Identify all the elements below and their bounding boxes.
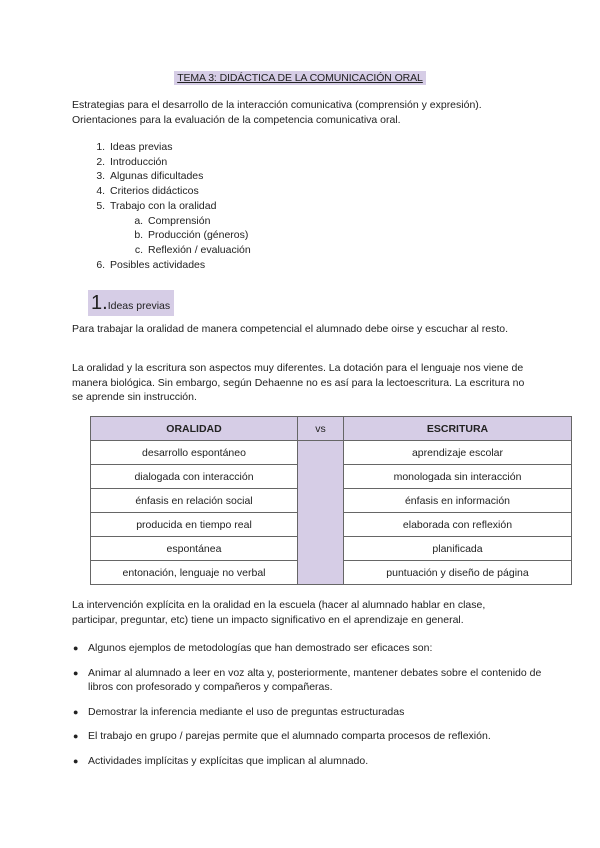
outline-subitem: b. Producción (géneros) <box>146 228 251 243</box>
table-cell-oralidad: espontánea <box>91 537 298 561</box>
table-cell-escritura: puntuación y diseño de página <box>344 561 572 585</box>
bullet-icon: ● <box>73 667 79 678</box>
outline-item: 4. Criterios didácticos <box>108 184 251 199</box>
methodology-list <box>72 641 556 778</box>
table-cell-escritura: elaborada con reflexión <box>344 513 572 537</box>
header-escritura: ESCRITURA <box>344 417 572 441</box>
list-item <box>73 729 556 744</box>
outline-item: 1. Ideas previas <box>108 140 251 155</box>
table-cell-oralidad: entonación, lenguaje no verbal <box>91 561 298 585</box>
vs-column <box>298 441 344 585</box>
table-cell-escritura: énfasis en información <box>344 489 572 513</box>
table-header-row <box>91 417 572 441</box>
list-item-text: Demostrar la inferencia mediante el uso de preguntas estructuradas <box>88 705 405 718</box>
header-oralidad: ORALIDAD <box>91 417 298 441</box>
outline-item: 2. Introducción <box>108 155 251 170</box>
bullet-icon: ● <box>73 755 79 766</box>
list-item <box>73 705 556 720</box>
table-cell-oralidad: producida en tiempo real <box>91 513 298 537</box>
paragraph-1: Para trabajar la oralidad de manera competencial el alumnado debe oirse y escuchar al resto. <box>72 323 508 335</box>
intro-paragraph <box>72 98 532 127</box>
comparison-table <box>90 416 572 585</box>
outline-item: 3. Algunas dificultades <box>108 169 251 184</box>
section-heading <box>88 290 174 316</box>
section-number: 1. <box>91 292 108 314</box>
bullet-icon: ● <box>73 643 79 653</box>
list-item-text: Animar al alumnado a leer en voz alta y, posteriormente, mantener debates sobre el contenido de libros con profesorado y compañeros y compañeras. <box>88 666 542 693</box>
paragraph-3: La intervención explícita en la oralidad en la escuela (hacer al alumnado hablar en clase, participar, preguntar, etc) tiene un impacto significativo en el aprendizaje en general. <box>72 599 486 626</box>
intro-line-1: Estrategias para el desarrollo de la interacción comunicativa (comprensión y expresión). <box>72 99 482 111</box>
outline-list <box>72 140 251 272</box>
table-row <box>91 441 572 465</box>
outline-item <box>108 199 251 258</box>
header-vs: vs <box>298 417 344 441</box>
outline-item: 6. Posibles actividades <box>108 258 251 273</box>
section-label: Ideas previas <box>107 300 171 312</box>
list-item <box>73 666 556 695</box>
list-item-text: Actividades implícitas y explícitas que implican al alumnado. <box>88 754 369 767</box>
document-title: TEMA 3: DIDÁCTICA DE LA COMUNICACIÓN ORAL <box>174 71 426 85</box>
table-cell-oralidad: dialogada con interacción <box>91 465 298 489</box>
list-item-text: Algunos ejemplos de metodologías que han demostrado ser eficaces son: <box>88 642 433 654</box>
table-cell-escritura: monologada sin interacción <box>344 465 572 489</box>
table-cell-escritura: planificada <box>344 537 572 561</box>
intro-line-2: Orientaciones para la evaluación de la competencia comunicativa oral. <box>72 113 401 126</box>
list-item <box>73 754 556 769</box>
outline-subitem: a. Comprensión <box>146 214 251 229</box>
list-item <box>73 641 556 656</box>
list-item-text: El trabajo en grupo / parejas permite que el alumnado comparta procesos de reflexión. <box>88 730 491 742</box>
table-cell-escritura: aprendizaje escolar <box>344 441 572 465</box>
outline-sublist <box>110 214 251 258</box>
table-cell-oralidad: énfasis en relación social <box>91 489 298 513</box>
bullet-icon: ● <box>73 706 79 717</box>
title-wrapper <box>0 71 600 85</box>
outline-item-label: Trabajo con la oralidad <box>110 199 217 212</box>
table-cell-oralidad: desarrollo espontáneo <box>91 441 298 465</box>
bullet-icon: ● <box>73 731 79 741</box>
outline-subitem: c. Reflexión / evaluación <box>146 243 251 258</box>
paragraph-2: La oralidad y la escritura son aspectos muy diferentes. La dotación para el lenguaje nos viene de manera biológica. Sin embargo, según Dehaenne no es así para la lectoescritura. La escritura no se aprende sin instrucción. <box>72 362 525 403</box>
